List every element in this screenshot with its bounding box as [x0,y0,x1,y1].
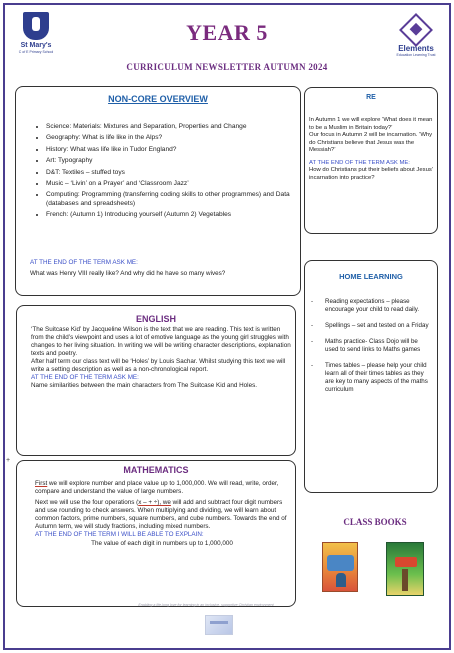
maths-box [16,460,296,607]
re-content [309,117,433,182]
list-item: • Computing: Programming (transferring coding skills to other programmes) and Data (databases and spreadsheets) [46,191,290,208]
list-item: • French: (Autumn 1) Introducing yourself (Autumn 2) Vegetables [46,211,290,219]
class-books-title: CLASS BOOKS [343,517,407,527]
re-ask-label: AT THE END OF THE TERM ASK ME: [309,159,410,166]
page-title: YEAR 5 [186,20,268,45]
maths-operations: x – + ÷), we [138,499,171,506]
maths-content [35,480,289,548]
home-item-text: Reading expectations – please encourage your child to read daily. [325,298,420,313]
footer-motto: Enabling a life-long love for learning in an inclusive, supportive Christian environment [138,603,274,607]
english-para-2: After half term our class text will be ‘Holes’ by Louis Sachar. Whilst studying this text we will write a setting description as well as a non-chronological report. [31,358,286,373]
maths-title: MATHEMATICS [123,465,189,475]
home-learning-list [311,298,431,402]
home-item-text: Spellings – set and tested on a Friday [325,322,429,329]
english-title: ENGLISH [135,314,176,324]
non-core-ask-label: AT THE END OF THE TERM ASK ME: [30,259,138,266]
maths-para-1 [35,480,289,496]
re-title: RE [366,94,376,101]
re-text-autumn1: In Autumn 1 we will explore ‘What does it mean to be a Muslim in Britain today?’ [309,117,433,131]
english-box [16,305,296,456]
re-box [304,87,438,234]
maths-ask-text: The value of each digit in numbers up to 1,000,000 [91,540,233,547]
list-item: • Art: Typography [46,157,290,165]
list-item: • D&T: Textiles – stuffed toys [46,169,290,177]
trust-name: Elements [398,44,434,53]
maths-para-2-a: Next we will use the four operations ( [35,499,139,506]
suitcase-kid-book-cover [322,542,358,592]
maths-para-2 [35,499,289,531]
list-item: - Spellings – set and tested on a Friday [311,322,429,329]
english-content [31,326,293,390]
english-ask-text: Name similarities between the main characters from The Suitcase Kid and Holes. [31,382,257,389]
trust-sub: Education Learning Trust [396,53,436,57]
list-item: • Science: Materials: Mixtures and Separation, Properties and Change [46,123,290,131]
re-text-autumn2: Our focus in Autumn 2 will be incarnation. ‘Why do Christians believe that Jesus was the Messiah?’ [309,132,433,153]
page-subtitle: CURRICULUM NEWSLETTER AUTUMN 2024 [126,62,328,72]
re-ask-text: How do Christians put their beliefs about Jesus’ incarnation into practice? [309,167,433,181]
maths-para-2-b: will add and subtract four digit numbers and use rounding to check answers. When multiplying and dividing, we will learn about common factors, prime numbers, square numbers, and cube numbers. Towards the end of Autumn term, we will study fractions, including mixed numbers. [35,499,287,530]
non-core-title: NON-CORE OVERVIEW [108,94,208,104]
non-core-ask [30,259,292,278]
non-core-ask-text: What was Henry VIII really like? And why did he have so many wives? [30,270,226,277]
home-learning-title: HOME LEARNING [339,272,403,281]
home-item-text: Maths practice- Class Dojo will be used to send links to Maths games [325,338,421,353]
list-item: • Music – ‘Livin’ on a Prayer’ and ‘Classroom Jazz’ [46,180,290,188]
non-core-list [46,123,290,220]
maths-first-word: First [35,480,48,487]
holes-book-cover [386,542,424,596]
english-ask-label: AT THE END OF THE TERM ASK ME: [31,374,139,381]
list-item: - Times tables – please help your child learn all of their times tables as they are key to many aspects of the maths curriculum [311,362,428,393]
school-name: St Mary's [20,42,52,49]
list-item: • History: What was life like in Tudor England? [46,146,290,154]
list-item: - Reading expectations – please encourage your child to read daily. [311,298,420,313]
home-learning-box [304,260,438,493]
non-core-overview-box [15,86,301,296]
plus-marker: + [6,457,11,464]
list-item: • Geography: What is life like in the Alps? [46,134,290,142]
home-item-text: Times tables – please help your child learn all of their times tables as they are key to many aspects of the maths curriculum [325,362,428,393]
maths-ask-label: AT THE END OF THE TERM I WILL BE ABLE TO EXPLAIN: [35,531,204,538]
english-para-1: ‘The Suitcase Kid’ by Jacqueline Wilson is the text that we are reading. This text is written from the child’s viewpoint and uses a lot of emotive language as the young girl struggles with changes to her living situation. In writing we will be writing character descriptions, explanation texts and poetry. [31,326,291,357]
maths-para-1-rest: we will explore number and place value up to 1,000,000. We will read, write, order, compare and understand the value of large numbers. [35,480,279,495]
list-item: - Maths practice- Class Dojo will be used to send links to Maths games [311,338,421,353]
footer-badge-icon [205,615,233,635]
school-sub: C of E Primary School [18,50,54,54]
